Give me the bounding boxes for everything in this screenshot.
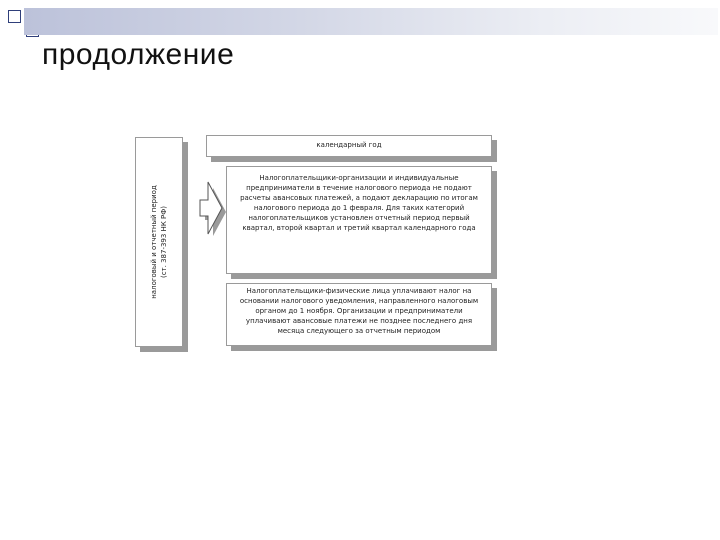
vertical-label-box (135, 137, 183, 347)
individuals-box (226, 283, 492, 346)
individuals-text: Налогоплательщики-физические лица уплачивают налог на основании налогового уведомления, направленного налоговым органом до 1 ноября. Организации и предприниматели уплачивают авансовые платежи не позднее последнего дня месяца следующего за отчетным периодом (239, 287, 479, 335)
page-title: продолжение (42, 38, 235, 71)
vertical-label-line2: (ст. 387-393 НК РФ) (160, 205, 168, 279)
vertical-label-line1: налоговый и отчетный период (150, 185, 158, 299)
title-bar (24, 8, 718, 35)
decor-square-outline-1 (8, 10, 21, 23)
calendar-year-text: календарный год (316, 141, 382, 149)
vertical-label (149, 185, 169, 299)
calendar-year-box (206, 135, 492, 157)
organizations-text: Налогоплательщики-организации и индивидуальные предприниматели в течение налогового периода не подают расчеты авансовых платежей, а подают декларацию по итогам налогового периода до 1 февраля. Для таких категорий налогоплательщиков установлен отчетный период первый квартал, второй квартал и третий квартал календарного года (240, 174, 478, 232)
right-arrow-icon (196, 176, 230, 246)
organizations-box (226, 166, 492, 274)
